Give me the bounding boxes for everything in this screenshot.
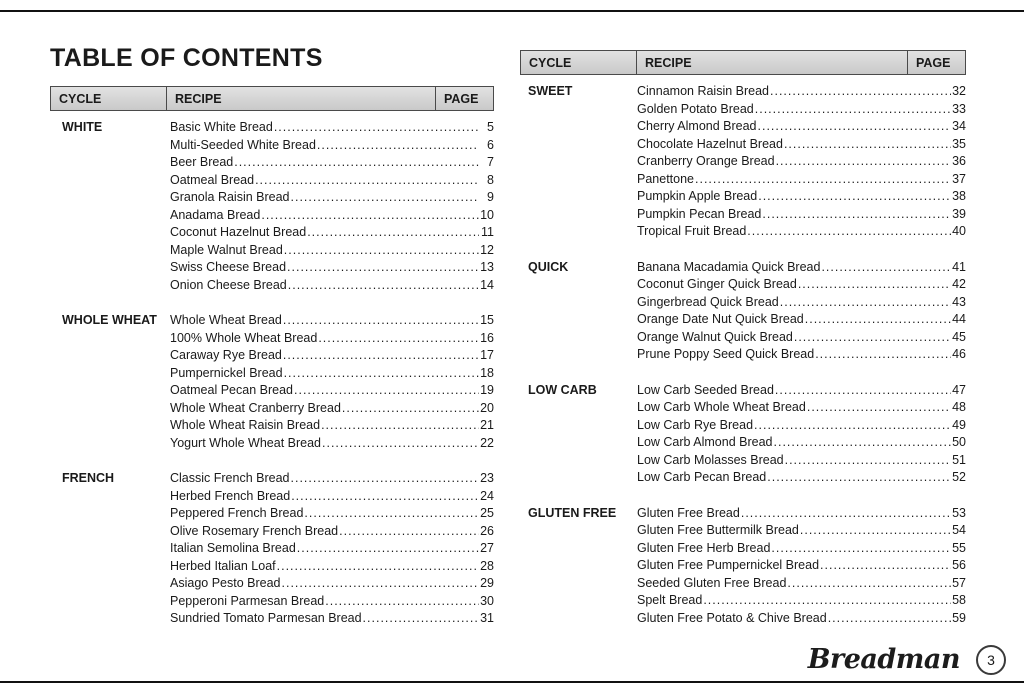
dot-leader [747,223,951,241]
recipe-page-number: 12 [480,242,494,257]
dot-leader [794,329,951,347]
toc-sections-right [520,83,966,627]
dot-leader [774,434,952,452]
recipe-name: Basic White Bread [170,120,273,134]
recipe-page-number: 33 [952,101,966,116]
dot-leader [291,488,479,506]
toc-entry [170,505,494,523]
cycle-label: WHOLE WHEAT [62,313,157,327]
toc-entry [170,312,494,330]
toc-section [50,470,494,628]
toc-entry [637,610,966,628]
toc-entry [170,172,494,190]
recipe-page-number: 59 [952,610,966,625]
recipe-name: Low Carb Seeded Bread [637,382,774,397]
toc-entry [637,83,966,101]
recipe-name: Pumpernickel Bread [170,365,283,380]
dot-leader [798,276,951,294]
dot-leader [780,294,951,312]
dot-leader [283,347,479,365]
toc-entry [170,610,494,628]
toc-entry [637,575,966,593]
recipe-page-number: 26 [480,523,494,538]
recipe-page-number: 58 [952,593,966,607]
dot-leader [758,118,951,136]
recipe-page-number: 39 [952,206,966,221]
recipe-name: Caraway Rye Bread [170,348,282,362]
recipe-page-number: 48 [952,400,966,414]
recipe-page-number: 54 [952,523,966,537]
dot-leader [776,153,951,171]
recipe-page-number: 37 [952,171,966,186]
recipe-name: Yogurt Whole Wheat Bread [170,435,322,450]
toc-entry [170,242,494,260]
dot-leader [287,259,479,277]
recipe-name: Golden Potato Bread [637,101,754,116]
toc-entry [170,593,494,611]
recipe-name: Cranberry Orange Bread [637,154,775,168]
header-cycle: CYCLE [521,51,637,74]
recipe-page-number: 17 [480,348,494,362]
recipe-name: Banana Macadamia Quick Bread [637,259,821,274]
recipe-name: Prune Poppy Seed Quick Bread [637,347,815,361]
toc-entry [170,207,494,225]
recipe-name: Pepperoni Parmesan Bread [170,593,325,608]
dot-leader [695,171,951,189]
recipe-page-number: 7 [487,155,494,169]
recipe-name: Pumpkin Pecan Bread [637,206,762,221]
recipe-name: Low Carb Whole Wheat Bread [637,400,806,414]
toc-entry [637,294,966,312]
dot-leader [363,610,479,628]
recipe-page-number: 8 [487,172,494,187]
recipe-name: Tropical Fruit Bread [637,224,747,238]
recipe-name: Cinnamon Raisin Bread [637,84,770,98]
dot-leader [785,452,951,470]
toc-entry [637,452,966,470]
recipe-page-number: 47 [952,382,966,397]
recipe-page-number: 56 [952,558,966,572]
dot-leader [771,540,951,558]
recipe-name: Panettone [637,171,694,186]
dot-leader [282,575,480,593]
dot-leader [284,365,479,383]
recipe-page-number: 28 [480,558,494,573]
header-recipe: RECIPE [167,87,436,110]
dot-leader [754,417,951,435]
recipe-page-number: 14 [480,277,494,292]
recipe-name: Swiss Cheese Bread [170,260,287,274]
recipe-page-number: 49 [952,417,966,432]
recipe-name: Oatmeal Bread [170,172,255,187]
recipe-page-number: 22 [480,435,494,450]
toc-entry [170,189,494,207]
dot-leader [828,610,951,628]
recipe-page-number: 18 [480,365,494,380]
top-rule [0,10,1024,12]
recipe-name: Cherry Almond Bread [637,119,757,133]
recipe-name: Spelt Bread [637,593,703,607]
toc-section [520,83,966,241]
recipe-page-number: 16 [480,330,494,345]
toc-section [520,382,966,487]
dot-leader [318,330,479,348]
recipe-page-number: 51 [952,452,966,467]
dot-leader [277,558,479,576]
recipe-page-number: 38 [952,189,966,203]
page-number-badge [976,645,1006,675]
recipe-name: Whole Wheat Cranberry Bread [170,400,341,415]
recipe-name: Herbed Italian Loaf [170,558,276,573]
recipe-name: 100% Whole Wheat Bread [170,330,318,345]
dot-leader [342,400,479,418]
recipe-name: Gluten Free Bread [637,505,740,520]
dot-leader [787,575,951,593]
toc-rows [170,470,494,628]
recipe-name: Orange Walnut Quick Bread [637,329,793,344]
recipe-page-number: 15 [480,313,494,327]
dot-leader [762,206,951,224]
toc-column-left [50,44,494,628]
toc-rows [637,382,966,487]
recipe-name: Onion Cheese Bread [170,277,287,292]
toc-sections-left [50,119,494,628]
recipe-name: Italian Semolina Bread [170,541,296,555]
dot-leader [288,277,479,295]
toc-entry [637,469,966,487]
recipe-page-number: 42 [952,277,966,291]
toc-entry [637,557,966,575]
toc-entry [170,470,494,488]
toc-entry [637,136,966,154]
recipe-name: Coconut Ginger Quick Bread [637,277,797,291]
recipe-name: Low Carb Pecan Bread [637,470,767,484]
recipe-page-number: 13 [480,260,494,274]
dot-leader [703,592,951,610]
dot-leader [770,83,951,101]
dot-leader [325,593,479,611]
toc-entry [637,399,966,417]
recipe-page-number: 44 [952,312,966,326]
toc-entry [170,154,494,172]
toc-section [520,505,966,628]
dot-leader [339,523,479,541]
dot-leader [317,137,479,155]
dot-leader [297,540,479,558]
recipe-name: Granola Raisin Bread [170,190,290,204]
toc-entry [170,435,494,453]
toc-entry [170,540,494,558]
recipe-page-number: 32 [952,84,966,98]
recipe-name: Gluten Free Buttermilk Bread [637,523,799,537]
dot-leader [815,346,951,364]
dot-leader [284,242,479,260]
toc-entry [170,365,494,383]
dot-leader [805,311,951,329]
table-header-left [50,86,494,111]
recipe-page-number: 46 [952,347,966,361]
dot-leader [322,435,479,453]
cycle-label: WHITE [62,120,103,134]
toc-entry [637,346,966,364]
dot-leader [784,136,951,154]
recipe-name: Low Carb Rye Bread [637,417,754,432]
recipe-name: Pumpkin Apple Bread [637,189,758,203]
toc-entry [637,434,966,452]
recipe-page-number: 11 [481,225,494,239]
toc-entry [170,330,494,348]
toc-entry [637,522,966,540]
recipe-name: Gingerbread Quick Bread [637,294,779,309]
recipe-name: Classic French Bread [170,471,290,485]
toc-entry [170,558,494,576]
recipe-page-number: 25 [480,506,494,520]
toc-entry [637,382,966,400]
toc-entry [637,592,966,610]
toc-entry [170,575,494,593]
toc-entry [170,137,494,155]
recipe-name: Maple Walnut Bread [170,242,283,257]
toc-entry [170,277,494,295]
dot-leader [307,224,479,242]
header-cycle: CYCLE [51,87,167,110]
recipe-page-number: 36 [952,154,966,168]
toc-entry [170,259,494,277]
toc-entry [637,153,966,171]
recipe-page-number: 20 [480,400,494,415]
toc-entry [637,259,966,277]
recipe-name: Orange Date Nut Quick Bread [637,312,804,326]
recipe-name: Gluten Free Potato & Chive Bread [637,610,827,625]
dot-leader [821,259,951,277]
dot-leader [800,522,951,540]
recipe-name: Gluten Free Pumpernickel Bread [637,558,820,572]
toc-entry [170,382,494,400]
recipe-page-number: 52 [952,470,966,484]
dot-leader [261,207,479,225]
toc-rows [637,259,966,364]
recipe-name: Whole Wheat Bread [170,313,282,327]
toc-entry [170,488,494,506]
toc-rows [637,505,966,628]
recipe-name: Multi-Seeded White Bread [170,137,316,152]
dot-leader [234,154,479,172]
recipe-page-number: 30 [480,593,494,608]
recipe-page-number: 57 [952,575,966,590]
toc-entry [637,505,966,523]
dot-leader [321,417,479,435]
toc-entry [637,276,966,294]
recipe-name: Peppered French Bread [170,506,304,520]
toc-entry [637,311,966,329]
recipe-page-number: 53 [952,505,966,520]
toc-entry [637,206,966,224]
cycle-label: LOW CARB [528,382,597,397]
dot-leader [807,399,951,417]
header-page: PAGE [444,91,479,106]
recipe-page-number: 9 [487,190,494,204]
toc-entry [637,171,966,189]
recipe-page-number: 31 [480,611,494,625]
recipe-name: Whole Wheat Raisin Bread [170,418,321,432]
toc-entry [170,224,494,242]
recipe-page-number: 19 [480,383,494,397]
recipe-name: Seeded Gluten Free Bread [637,575,787,590]
page-title: TABLE OF CONTENTS [50,44,323,72]
recipe-name: Low Carb Almond Bread [637,435,773,449]
cycle-label: FRENCH [62,471,115,485]
toc-entry [637,540,966,558]
dot-leader [283,312,479,330]
recipe-name: Gluten Free Herb Bread [637,540,771,555]
recipe-page-number: 35 [952,136,966,151]
header-recipe: RECIPE [637,51,908,74]
dot-leader [767,469,951,487]
toc-entry [170,417,494,435]
toc-entry [637,118,966,136]
recipe-name: Asiago Pesto Bread [170,576,281,590]
recipe-page-number: 23 [480,471,494,485]
recipe-page-number: 34 [952,119,966,133]
dot-leader [304,505,479,523]
dot-leader [775,382,951,400]
toc-entry [637,417,966,435]
toc-entry [170,523,494,541]
recipe-name: Coconut Hazelnut Bread [170,225,307,239]
dot-leader [294,382,479,400]
recipe-name: Herbed French Bread [170,488,291,503]
recipe-page-number: 45 [952,329,966,344]
recipe-page-number: 50 [952,435,966,449]
recipe-page-number: 21 [480,418,494,432]
cycle-label: GLUTEN FREE [528,505,617,520]
bottom-rule [0,681,1024,683]
recipe-name: Beer Bread [170,155,234,169]
dot-leader [291,189,479,207]
table-header-right [520,50,966,75]
toc-section [50,312,494,452]
recipe-page-number: 27 [480,541,494,555]
toc-entry [637,188,966,206]
recipe-name: Oatmeal Pecan Bread [170,383,293,397]
dot-leader [255,172,479,190]
recipe-name: Olive Rosemary French Bread [170,523,339,538]
recipe-page-number: 5 [487,120,494,134]
dot-leader [291,470,480,488]
cycle-label: SWEET [528,84,573,98]
page-number: 3 [987,652,995,668]
toc-entry [170,119,494,137]
dot-leader [755,101,951,119]
recipe-page-number: 29 [480,576,494,590]
dot-leader [741,505,951,523]
toc-section [520,259,966,364]
toc-rows [637,83,966,241]
recipe-page-number: 10 [480,207,494,222]
toc-entry [170,347,494,365]
recipe-page-number: 40 [952,224,966,238]
recipe-page-number: 43 [952,294,966,309]
toc-entry [637,223,966,241]
toc-column-right [520,50,966,627]
dot-leader [758,188,951,206]
recipe-page-number: 6 [487,137,494,152]
recipe-name: Chocolate Hazelnut Bread [637,136,783,151]
toc-entry [637,329,966,347]
recipe-name: Anadama Bread [170,207,261,222]
toc-entry [170,400,494,418]
header-page: PAGE [916,55,951,70]
toc-rows [170,312,494,452]
recipe-name: Low Carb Molasses Bread [637,452,784,467]
recipe-page-number: 41 [952,259,966,274]
recipe-page-number: 55 [952,540,966,555]
dot-leader [274,119,479,137]
cycle-label: QUICK [528,259,569,274]
toc-entry [637,101,966,119]
toc-section [50,119,494,294]
toc-rows [170,119,494,294]
recipe-page-number: 24 [480,488,494,503]
dot-leader [820,557,951,575]
recipe-name: Sundried Tomato Parmesan Bread [170,611,362,625]
breadman-logo: Breadman [807,644,960,675]
